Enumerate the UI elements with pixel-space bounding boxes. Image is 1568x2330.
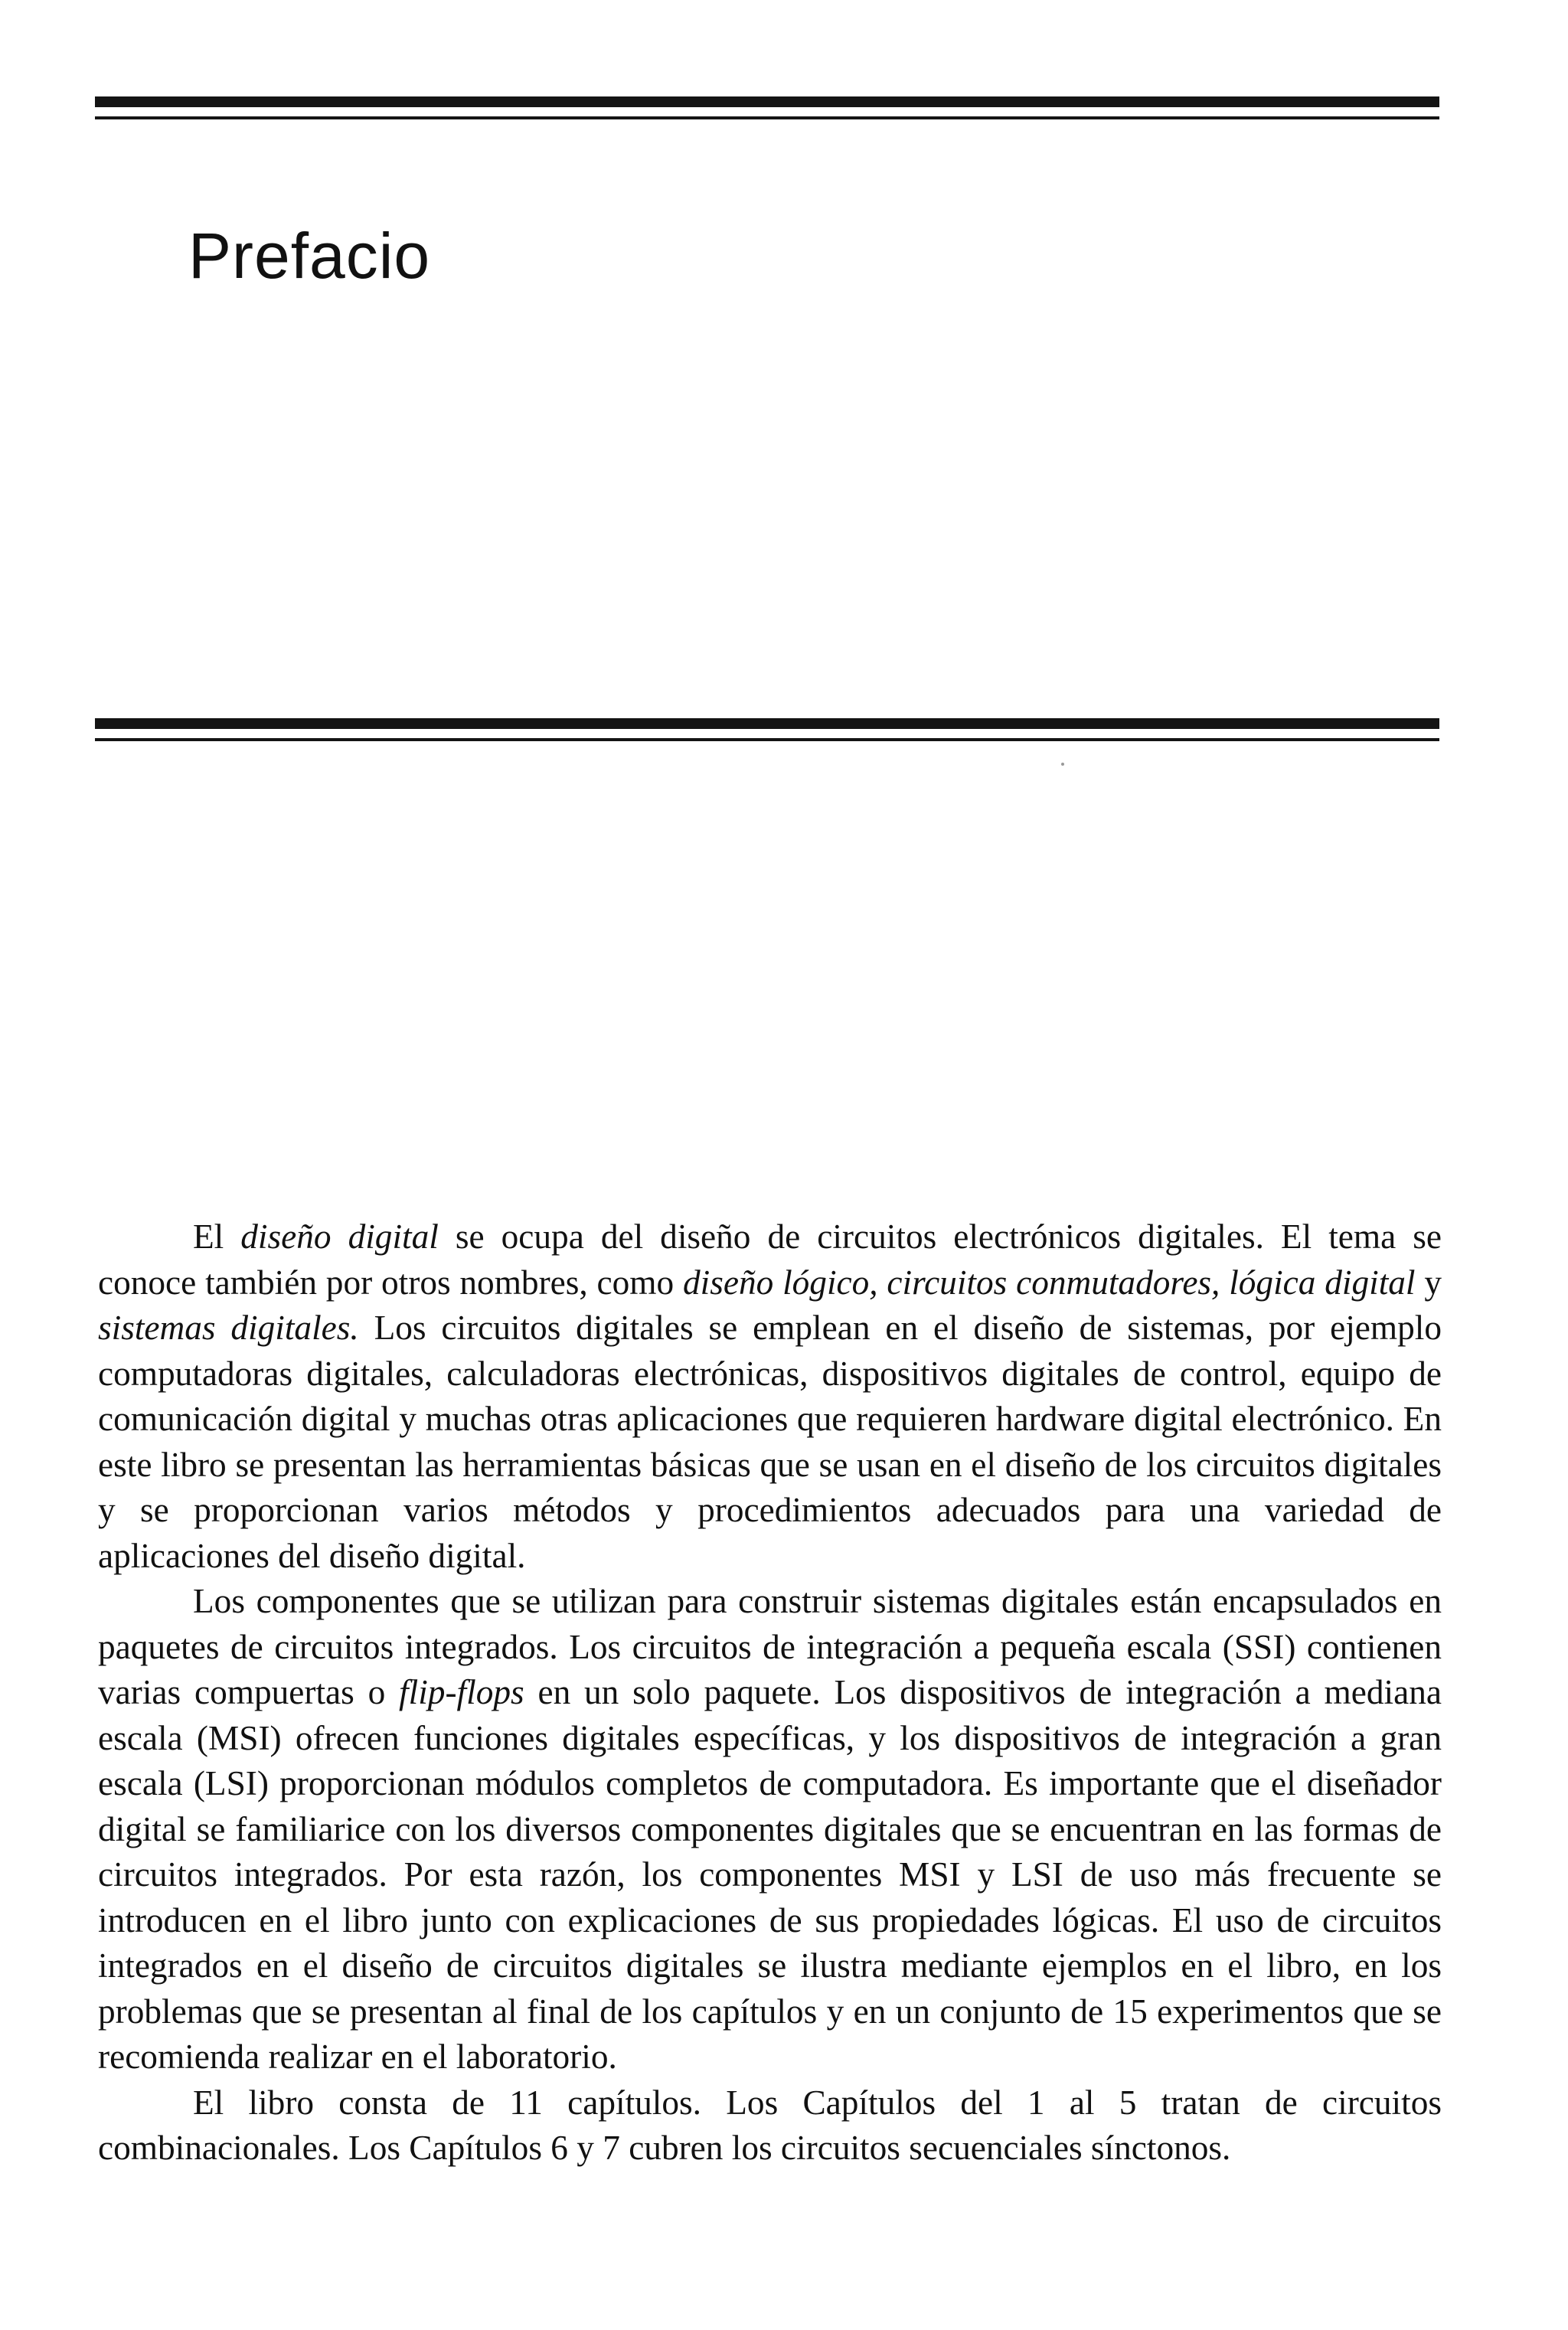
text-run: Los componentes que se utilizan para construir sistemas digitales están encapsulados en paquetes de circuitos integrados. Los circuitos de integración a pequeña escala (SSI) contienen varias compuertas o: [98, 1582, 1442, 1711]
text-run: en un solo paquete. Los dispositivos de integración a mediana escala (MSI) ofrecen funciones digitales específicas, y los dispositivos de integración a gran escala (LSI) proporcionan módulos completos de computadora. Es importante que el diseñador digital se familiarice con los diversos componentes digitales que se encuentran en las formas de circuitos integrados. Por esta razón, los componentes MSI y LSI de uso más frecuente se introducen en el libro junto con explicaciones de sus propiedades lógicas. El uso de circuitos integrados en el diseño de circuitos digitales se ilustra mediante ejemplos en el libro, en los problemas que se presentan al final de los capítulos y en un conjunto de 15 experimentos que se recomienda realizar en el laboratorio.: [98, 1673, 1442, 2076]
italic-term: flip-flops: [399, 1673, 524, 1711]
text-run: se ocupa del diseño de circuitos electrónicos digitales. El tema se conoce también por otros nombres, como: [98, 1217, 1442, 1302]
top-thick-rule: [95, 96, 1439, 107]
paragraph-3: [98, 2080, 1442, 2172]
italic-term: diseño lógico, circuitos conmutadores, lógica digital: [683, 1263, 1416, 1302]
paragraph-2: [98, 1579, 1442, 2080]
italic-term: sistemas digitales.: [98, 1309, 359, 1347]
text-run: El: [193, 1217, 241, 1256]
section-thick-rule: [95, 718, 1439, 729]
scan-speck: [1061, 763, 1064, 766]
text-run: Los circuitos digitales se emplean en el diseño de sistemas, por ejemplo computadoras digitales, calculadoras electrónicas, dispositivos digitales de control, equipo de comunicación digital y muchas otras aplicaciones que requieren hardware digital electrónico. En este libro se presentan las herramientas básicas que se usan en el diseño de los circuitos digitales y se proporcionan varios métodos y procedimientos adecuados para una variedad de aplicaciones del diseño digital.: [98, 1309, 1442, 1575]
top-thin-rule: [95, 116, 1439, 119]
section-double-rule: [95, 718, 1439, 755]
page-title: Prefacio: [188, 220, 431, 292]
text-run: El libro consta de 11 capítulos. Los Capítulos del 1 al 5 tratan de circuitos combinacionales. Los Capítulos 6 y 7 cubren los circuitos secuenciales sínctonos.: [98, 2083, 1442, 2167]
preface-body: [98, 1214, 1442, 2172]
paragraph-1: [98, 1214, 1442, 1579]
italic-term: diseño digital: [240, 1217, 439, 1256]
text-run: y: [1415, 1263, 1442, 1302]
top-double-rule: [95, 96, 1439, 133]
section-thin-rule: [95, 738, 1439, 741]
